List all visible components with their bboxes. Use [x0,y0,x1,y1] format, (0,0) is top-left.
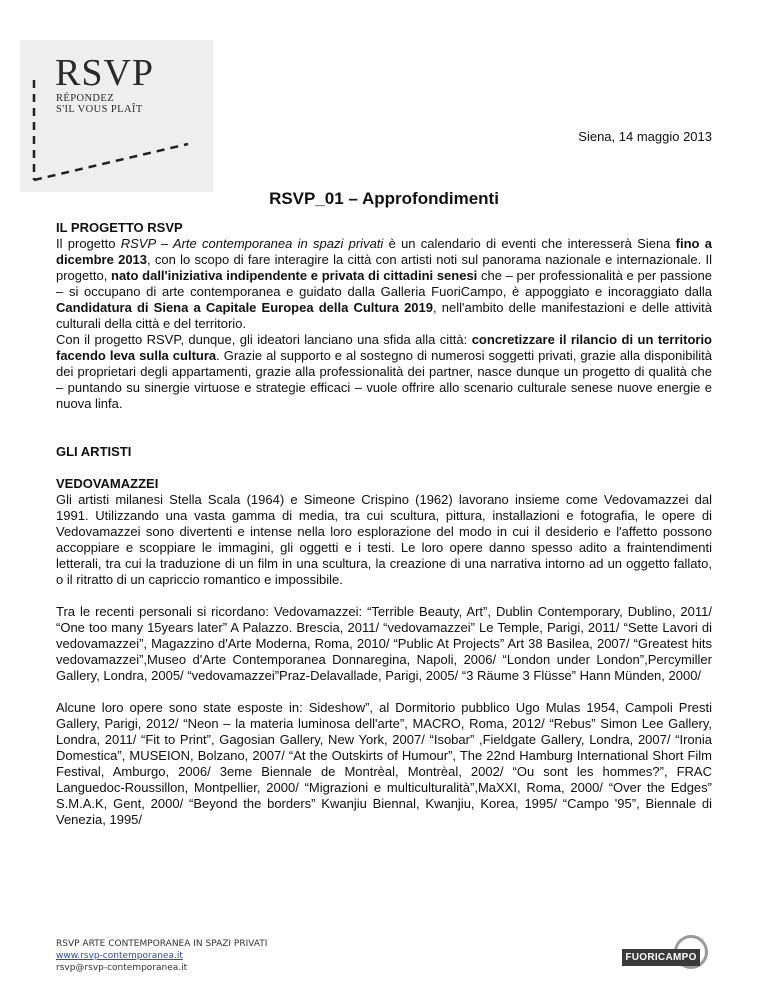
document-body [56,220,712,828]
logo-subtitle-line2: S'IL VOUS PLAÎT [56,104,143,115]
text-run: , nell'ambito delle manifestazioni e delle attività culturali della città e del territorio. [56,300,712,331]
text-run: Il progetto [56,236,121,251]
logo-subtitle-line1: RÉPONDEZ [56,93,115,104]
group-exhibitions: Alcune loro opere sono state esposte in: Sideshow”, al Dormitorio pubblico Ugo Mulas 1954, Campoli Presti Gallery, Parigi, 2012/ “Neon – la materia luminosa dell'arte”, MACRO, Roma, 2012/ “Rebus” Simon Lee Gallery, Londra, 2011/ “Fit to Print”, Gagosian Gallery, New York, 2007/ “Isobar” ,Fieldgate Gallery, Londra, 2007/ “Ironia Domestica”, MUSEION, Bolzano, 2007/ “At the Outskirts of Humour”, The 22nd Hamburg International Short Film Festival, Amburgo, 2006/ 3eme Biennale de Montrèal, Montrèal, 2002/ “Ou sont les hommes?”, FRAC Languedoc-Roussillon, Montpellier, 2000/ “Migrazioni e multiculturalità”,MaXXI, Roma, 2000/ “Over the Edges” S.M.A.K, Gent, 2000/ “Beyond the borders” Kwanjiu Biennal, Kwanjiu, Korea, 1995/ “Campo '95”, Biennale di Venezia, 1995/ [56,700,712,827]
section-heading-project: IL PROGETTO RSVP [56,220,183,235]
solo-exhibitions: Tra le recenti personali si ricordano: Vedovamazzei: “Terrible Beauty, Art”, Dublin Contemporary, Dublino, 2011/ “One too many 15years later” A Palazzo. Brescia, 2011/ “vedovamazzei” Le Temple, Parigi, 2011/ “Sette Lavori di vedovamazzei”, Magazzino d'Arte Moderna, Roma, 2010/ “Public At Projects” Art 38 Basilea, 2007/ “Greatest hits vedovamazzei”,Museo d'Arte Contemporanea Donnaregina, Napoli, 2006/ “London under London”,Percymiller Gallery, Londra, 2005/ “vedovamazzei”Praz-Delavallade, Parigi, 2005/ “3 Räume 3 Flüsse” Hann Münden, 2000/ [56,604,712,683]
project-paragraph-2 [56,332,712,412]
text-run: RSVP – Arte contemporanea in spazi privati [120,236,384,251]
artist-name: VEDOVAMAZZEI [56,476,159,491]
document-title: RSVP_01 – Approfondimenti [269,189,499,208]
page-footer [56,938,267,974]
logo-title: RSVP [55,52,155,94]
logo-subtitle [56,93,143,115]
text-run: Candidatura di Siena a Capitale Europea della Cultura 2019 [56,300,434,315]
text-run: nato dall'iniziativa indipendente e privata di cittadini senesi [111,268,478,283]
document-date: Siena, 14 maggio 2013 [578,129,712,144]
section-heading-artists: GLI ARTISTI [56,444,132,459]
text-run: , con lo scopo di fare interagire la città con artisti noti sul panorama nazionale e internazionale. Il progetto, [56,252,712,283]
fuoricampo-badge: FUORICAMPO [622,949,700,966]
project-paragraph-1 [56,236,712,332]
text-run: concretizzare il rilancio di un territorio facendo leva sulla cultura [56,332,712,363]
artist-bio: Gli artisti milanesi Stella Scala (1964) e Simeone Crispino (1962) lavorano insieme come Vedovamazzei dal 1991. Utilizzando una vasta gamma di media, tra cui scultura, pittura, installazioni e fotografia, le opere di Vedovamazzei sono divertenti e intense nella loro esplorazione del modo in cui il desiderio e l'affetto possono accoppiare e scoppiare le immagini, gli oggetti e i testi. Le loro opere danno spesso adito a fraintendimenti letterali, tra cui la traduzione di un film in una scultura, la creazione di una narrativa intorno ad un oggetto fallato, o il ritratto di un capriccio romantico e impossibile. [56,492,712,587]
rsvp-logo [20,40,213,192]
text-run: che – per professionalità e per passione – si occupano di arte contemporanea e guidato dalla Galleria FuoriCampo, è appoggiato e incoraggiato dalla [56,268,712,299]
text-run: è un calendario di eventi che interesserà Siena [383,236,676,251]
text-run: fino a dicembre 2013 [56,236,712,267]
fuoricampo-logo [622,935,714,975]
footer-org-name: RSVP ARTE CONTEMPORANEA IN SPAZI PRIVATI [56,939,268,949]
text-run: Con il progetto RSVP, dunque, gli ideatori lanciano una sfida alla città: [56,332,472,347]
footer-email[interactable]: rsvp@rsvp-contemporanea.it [56,963,188,973]
text-run: . Grazie al supporto e al sostegno di numerosi soggetti privati, grazie alla disponibilità dei proprietari degli appartamenti, grazie alla professionalità dei partner, nasce dunque un progetto di qualità che – puntando su sinergie virtuose e strategie efficaci – vuole offrire allo scenario culturale senese nuove energie e nuova linfa. [56,348,713,411]
footer-website-link[interactable]: www.rsvp-contemporanea.it [56,951,183,961]
